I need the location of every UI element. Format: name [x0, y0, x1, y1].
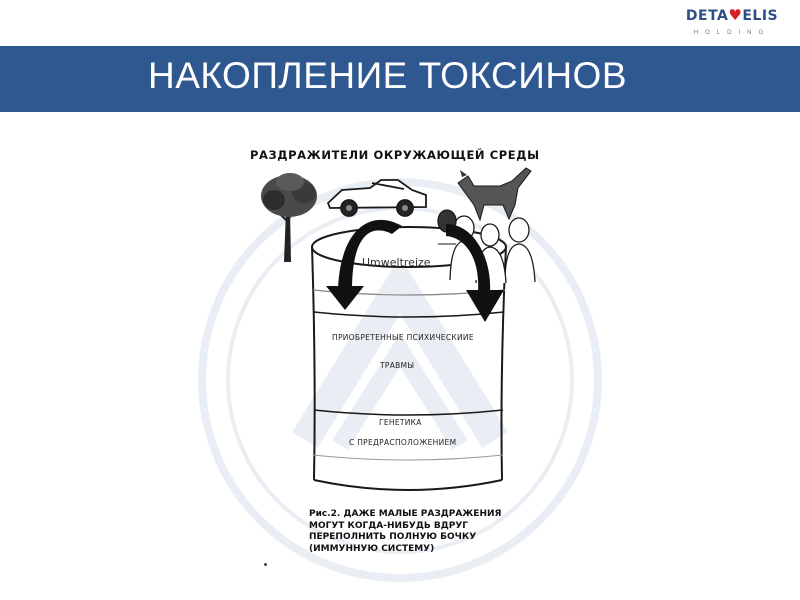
logo-subtitle: HOLDING	[693, 30, 771, 36]
figure-heading: РАЗДРАЖИТЕЛИ ОКРУЖАЮЩЕЙ СРЕДЫ	[250, 148, 540, 162]
layer-top-line1: ПРИОБРЕТЕННЫЕ ПСИХИЧЕСКИИЕ	[332, 333, 474, 342]
tree-icon	[261, 173, 317, 262]
cat-icon	[458, 168, 531, 220]
heart-icon: ♥	[728, 6, 743, 24]
caption-line: (ИММУННУЮ СИСТЕМУ)	[309, 543, 435, 554]
layer-top-line2: ТРАВМЫ	[380, 361, 415, 370]
caption-line: МОГУТ КОГДА-НИБУДЬ ВДРУГ	[309, 520, 469, 531]
page-title: НАКОПЛЕНИЕ ТОКСИНОВ	[148, 55, 627, 96]
caption-line: ПЕРЕПОЛНИТЬ ПОЛНУЮ БОЧКУ	[309, 532, 477, 542]
logo-text-end: ELIS	[742, 8, 779, 24]
figure-caption	[309, 509, 529, 555]
layer-bottom-line1: ГЕНЕТИКА	[379, 418, 422, 427]
layer-bottom-line2: С ПРЕДРАСПОЛОЖЕНИЕМ	[349, 438, 457, 447]
stray-dot	[264, 563, 267, 566]
logo-text-start: DETA	[685, 8, 729, 24]
caption-line: Рис.2. ДАЖЕ МАЛЫЕ РАЗДРАЖЕНИЯ	[309, 509, 502, 519]
barrel-label: Umweltreize	[362, 256, 431, 269]
